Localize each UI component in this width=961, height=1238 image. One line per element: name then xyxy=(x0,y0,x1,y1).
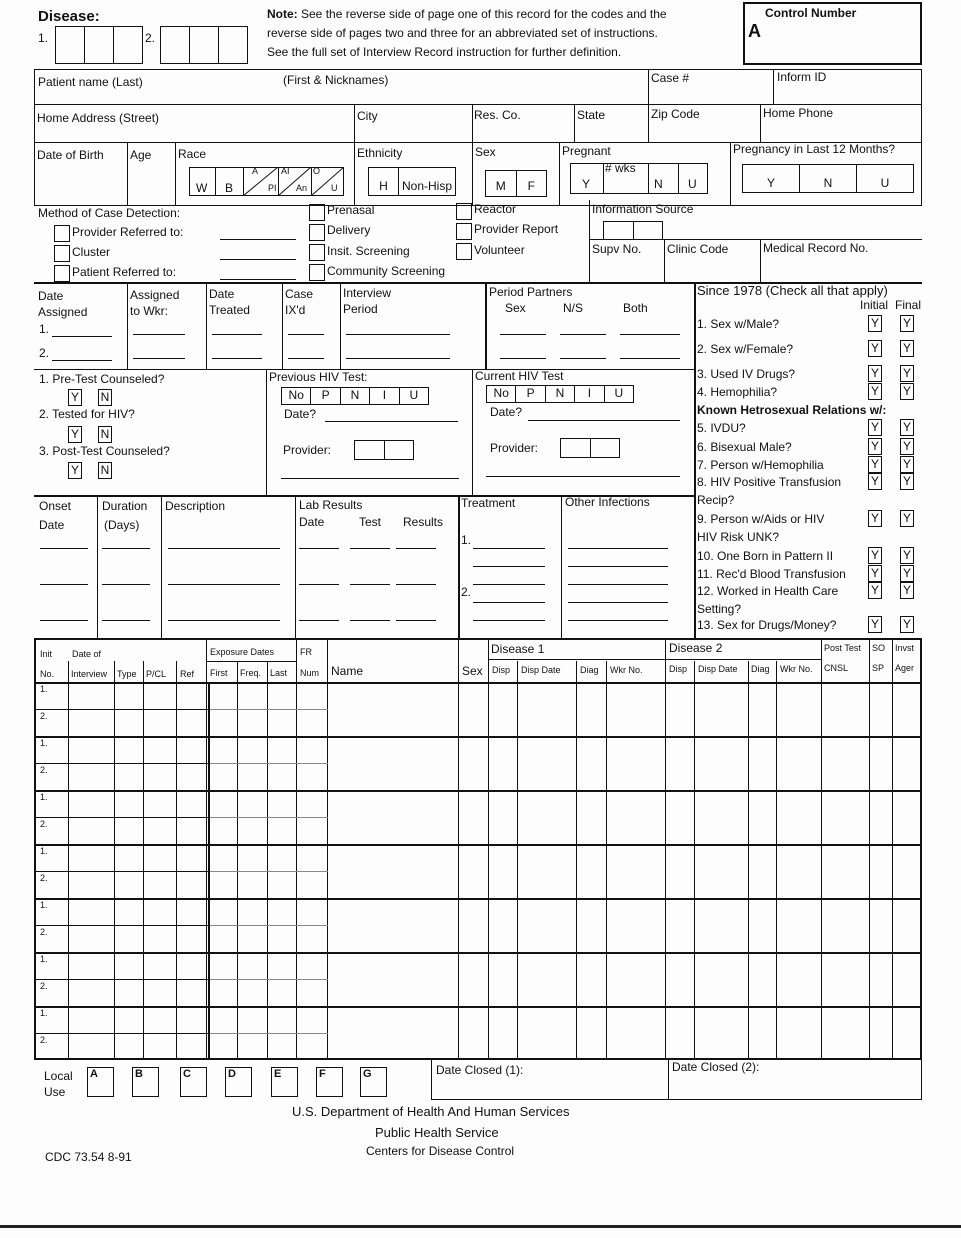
final-column-label: Final xyxy=(895,298,922,312)
since-1978-final-box[interactable]: Y xyxy=(900,565,914,582)
disease-1-label: 1. xyxy=(38,31,49,45)
pre-test-y[interactable]: Y xyxy=(68,389,82,406)
grid-row-1-label: 1. xyxy=(40,684,48,694)
grid-d2-disp: Disp xyxy=(669,664,688,674)
since-1978-initial-box[interactable]: Y xyxy=(868,315,882,332)
supv-no-label: Supv No. xyxy=(592,242,642,256)
since-1978-final-box[interactable]: Y xyxy=(900,616,914,633)
pregnant-u: U xyxy=(688,177,697,191)
local-use-box[interactable]: D xyxy=(225,1067,252,1097)
since-1978-item-label: 8. HIV Positive Transfusion xyxy=(697,475,842,489)
since-1978-final-box[interactable]: Y xyxy=(900,419,914,436)
age-label: Age xyxy=(130,148,152,162)
race-b: B xyxy=(225,181,234,195)
disease-label: Disease: xyxy=(38,8,100,25)
grid-row-1-label: 1. xyxy=(40,792,48,802)
disease-2-label: 2. xyxy=(145,31,156,45)
ethnicity-options[interactable]: H Non-Hisp xyxy=(368,167,456,196)
patient-referred-label: Patient Referred to: xyxy=(72,265,177,279)
since-1978-final-box[interactable]: Y xyxy=(900,438,914,455)
since-1978-final-box[interactable]: Y xyxy=(900,510,914,527)
period-partners-both: Both xyxy=(623,301,648,315)
grid-freq: Freq. xyxy=(240,668,262,678)
grid-row-1-label: 1. xyxy=(40,846,48,856)
grid-pcl: P/CL xyxy=(146,669,167,679)
treatment-2: 2. xyxy=(461,585,472,599)
interview-period-label2: Period xyxy=(343,302,378,316)
local-label: Local xyxy=(44,1069,73,1083)
grid-no: No. xyxy=(40,669,55,679)
grid-d2-diag: Diag xyxy=(751,664,770,674)
grid-d1-disp: Disp xyxy=(492,665,511,675)
tested-y[interactable]: Y xyxy=(68,426,82,443)
grid-row-2-label: 2. xyxy=(40,819,48,829)
phs-label: Public Health Service xyxy=(375,1125,499,1140)
assigned-wkr-label2: to Wkr: xyxy=(130,304,168,318)
case-ixd-label1: Case xyxy=(285,287,314,301)
since-1978-item-label: 10. One Born in Pattern II xyxy=(697,549,834,563)
race-ai: AI xyxy=(281,166,290,176)
grid-d2-wkr: Wkr No. xyxy=(780,664,813,674)
race-o: O xyxy=(313,166,321,176)
contact-grid xyxy=(34,638,922,1060)
previous-hiv-options[interactable]: No P N I U xyxy=(281,387,429,405)
since-1978-final-box[interactable]: Y xyxy=(900,365,914,382)
patient-referred-checkbox[interactable] xyxy=(54,265,70,282)
grid-row-2-label: 2. xyxy=(40,981,48,991)
interview-period-label1: Interview xyxy=(343,286,392,300)
since-1978-item-label: 5. IVDU? xyxy=(697,421,746,435)
ethnicity-label: Ethnicity xyxy=(357,146,403,160)
since-1978-item-label: 9. Person w/Aids or HIV xyxy=(697,512,825,526)
description-label: Description xyxy=(165,499,226,513)
period-partners-sex: Sex xyxy=(505,301,526,315)
date-closed-2-label: Date Closed (2): xyxy=(672,1060,760,1074)
duration-label1: Duration xyxy=(102,499,148,513)
race-a: A xyxy=(252,166,259,176)
disease-1-boxes[interactable] xyxy=(55,26,143,64)
since-1978-initial-box[interactable]: Y xyxy=(868,438,882,455)
home-address-label: Home Address (Street) xyxy=(37,111,160,125)
since-1978-final-box[interactable]: Y xyxy=(900,473,914,490)
grid-ref: Ref xyxy=(180,669,195,679)
since-1978-item-label: 4. Hemophilia? xyxy=(697,385,778,399)
clinic-code-label: Clinic Code xyxy=(667,242,729,256)
race-label: Race xyxy=(178,147,207,161)
lab-test-label: Test xyxy=(359,515,382,529)
post-test-n[interactable]: N xyxy=(98,462,112,479)
grid-ager: Ager xyxy=(895,663,915,673)
pregnancy-12-options[interactable]: Y N U xyxy=(742,164,914,193)
date-assigned-label1: Date xyxy=(38,289,64,303)
reactor-label: Reactor xyxy=(474,202,517,216)
first-nicknames-label: (First & Nicknames) xyxy=(283,73,389,87)
prenasal-label: Prenasal xyxy=(327,203,375,217)
disease-2-boxes[interactable] xyxy=(160,26,248,64)
grid-post-test: Post Test xyxy=(824,643,861,653)
treatment-1: 1. xyxy=(461,533,472,547)
use-label: Use xyxy=(44,1085,66,1099)
lab-date-label: Date xyxy=(299,515,325,529)
onset-label2: Date xyxy=(39,518,65,532)
grid-row-2-label: 2. xyxy=(40,711,48,721)
initial-column-label: Initial xyxy=(860,298,889,312)
insit-screening-label: Insit. Screening xyxy=(327,244,410,258)
since-1978-item-label: 12. Worked in Health Care xyxy=(697,584,839,598)
since-1978-final-box[interactable]: Y xyxy=(900,340,914,357)
pregnant-weeks: # wks xyxy=(605,161,636,175)
since-1978-initial-box[interactable]: Y xyxy=(868,616,882,633)
assigned-wkr-label1: Assigned xyxy=(130,288,180,302)
pregnant-y: Y xyxy=(582,177,591,191)
race-u: U xyxy=(331,183,338,193)
since-1978-final-box[interactable]: Y xyxy=(900,315,914,332)
cluster-checkbox[interactable] xyxy=(54,245,70,262)
information-source-label: Information Source xyxy=(592,202,694,216)
since-1978-item-label: 7. Person w/Hemophilia xyxy=(697,458,824,472)
grid-name: Name xyxy=(331,664,364,678)
grid-d1-diag: Diag xyxy=(580,665,599,675)
delivery-label: Delivery xyxy=(327,223,371,237)
note-line3: See the full set of Interview Record instruction for further definition. xyxy=(267,45,622,59)
home-phone-label: Home Phone xyxy=(763,106,834,120)
since-1978-item-label: 2. Sex w/Female? xyxy=(697,342,794,356)
grid-type: Type xyxy=(117,669,137,679)
current-provider-boxes[interactable] xyxy=(560,438,620,458)
assign-row1: 1. xyxy=(39,322,50,336)
lab-results2-label: Results xyxy=(403,515,444,529)
since-1978-final-box[interactable]: Y xyxy=(900,456,914,473)
volunteer-label: Volunteer xyxy=(474,243,525,257)
grid-row-2-label: 2. xyxy=(40,873,48,883)
current-hiv-label: Current HIV Test xyxy=(475,369,564,383)
race-diagonals xyxy=(243,167,344,196)
grid-row-2-label: 2. xyxy=(40,1035,48,1045)
grid-fr: FR xyxy=(300,647,312,657)
since-1978-item-label: 6. Bisexual Male? xyxy=(697,440,792,454)
local-use-box[interactable]: A xyxy=(87,1067,114,1097)
since-1978-initial-box[interactable]: Y xyxy=(868,419,882,436)
grid-row-1-label: 1. xyxy=(40,1008,48,1018)
grid-cnsl: CNSL xyxy=(824,663,849,673)
other-infections-label: Other Infections xyxy=(565,495,650,509)
insit-screening-checkbox[interactable] xyxy=(309,244,325,261)
grid-row-1-label: 1. xyxy=(40,738,48,748)
since-1978-item-label: 1. Sex w/Male? xyxy=(697,317,780,331)
grid-last: Last xyxy=(270,668,288,678)
case-ixd-label2: IX'd xyxy=(285,303,306,317)
since-1978-initial-box[interactable]: Y xyxy=(868,510,882,527)
local-use-box[interactable]: E xyxy=(271,1067,298,1097)
grid-disease2: Disease 2 xyxy=(669,641,723,655)
period-partners-label: Period Partners xyxy=(489,285,573,299)
since-1978-item-label: Recip? xyxy=(697,493,735,507)
case-number-label: Case # xyxy=(651,71,690,85)
provider-referred-checkbox[interactable] xyxy=(54,225,70,242)
since-1978-initial-box[interactable]: Y xyxy=(868,365,882,382)
race-w: W xyxy=(196,181,208,195)
since-1978-initial-box[interactable]: Y xyxy=(868,565,882,582)
grid-row-1-label: 1. xyxy=(40,954,48,964)
local-use-box[interactable]: G xyxy=(360,1067,387,1097)
provider-report-checkbox[interactable] xyxy=(456,223,472,240)
dob-label: Date of Birth xyxy=(37,148,104,162)
dept-label: U.S. Department of Health And Human Services xyxy=(292,1104,570,1119)
grid-sex: Sex xyxy=(462,664,483,678)
form-number: CDC 73.54 8-91 xyxy=(45,1150,132,1164)
post-test-y[interactable]: Y xyxy=(68,462,82,479)
state-label: State xyxy=(577,108,606,122)
date-treated-label2: Treated xyxy=(209,303,250,317)
provider-report-label: Provider Report xyxy=(474,222,559,236)
control-number-label: Control Number xyxy=(765,6,857,20)
date-closed-1-label: Date Closed (1): xyxy=(436,1063,524,1077)
local-use-box[interactable]: B xyxy=(132,1067,159,1097)
medical-record-label: Medical Record No. xyxy=(763,241,869,255)
provider-referred-label: Provider Referred to: xyxy=(72,225,184,239)
grid-so: SO xyxy=(872,643,886,653)
since-1978-final-box[interactable]: Y xyxy=(900,547,914,564)
since-1978-initial-box[interactable]: Y xyxy=(868,473,882,490)
grid-interview: Interview xyxy=(71,669,108,679)
city-label: City xyxy=(357,109,378,123)
post-test-counseled-label: 3. Post-Test Counseled? xyxy=(39,444,170,458)
patient-name-label: Patient name (Last) xyxy=(38,75,143,89)
previous-provider-boxes[interactable] xyxy=(354,440,414,460)
tested-hiv-label: 2. Tested for HIV? xyxy=(39,407,135,421)
since-1978-item-label: 3. Used IV Drugs? xyxy=(697,367,796,381)
local-use-box[interactable]: C xyxy=(180,1067,207,1097)
date-treated-label1: Date xyxy=(209,287,235,301)
since-1978-item-label: Setting? xyxy=(697,602,742,616)
grid-d1-wkr: Wkr No. xyxy=(610,665,643,675)
treatment-label: Treatment xyxy=(461,496,516,510)
sex-options[interactable]: M F xyxy=(485,170,547,197)
duration-label2: (Days) xyxy=(104,518,140,532)
case-detection-title: Method of Case Detection: xyxy=(38,206,181,220)
res-co-label: Res. Co. xyxy=(474,108,521,122)
grid-date-of: Date of xyxy=(72,649,102,659)
delivery-checkbox[interactable] xyxy=(309,224,325,241)
grid-d2-disp-date: Disp Date xyxy=(698,664,738,674)
assign-row2: 2. xyxy=(39,346,50,360)
since-1978-item-label: Known Hetrosexual Relations w/: xyxy=(697,403,887,417)
pregnant-n: N xyxy=(654,177,663,191)
pregnancy-12-label: Pregnancy in Last 12 Months? xyxy=(733,142,896,156)
since-1978-final-box[interactable]: Y xyxy=(900,383,914,400)
grid-num: Num xyxy=(300,668,320,678)
local-use-box[interactable]: F xyxy=(316,1067,343,1097)
grid-d1-disp-date: Disp Date xyxy=(521,665,561,675)
cluster-label: Cluster xyxy=(72,245,111,259)
control-number-value: A xyxy=(748,21,761,41)
since-1978-initial-box[interactable]: Y xyxy=(868,340,882,357)
previous-hiv-date: Date? xyxy=(284,407,317,421)
since-1978-item-label: HIV Risk UNK? xyxy=(697,530,780,544)
race-pi: PI xyxy=(268,183,277,193)
prenasal-checkbox[interactable] xyxy=(309,204,325,221)
previous-hiv-provider: Provider: xyxy=(283,443,332,457)
note-line1: Note: See the reverse side of page one of this record for the codes and the xyxy=(267,7,667,21)
grid-row-2-label: 2. xyxy=(40,765,48,775)
grid-row-2-label: 2. xyxy=(40,927,48,937)
note-line2: reverse side of pages two and three for an abbreviated set of instructions. xyxy=(267,26,658,40)
previous-hiv-label: Previous HIV Test: xyxy=(269,370,368,384)
tested-n[interactable]: N xyxy=(98,426,112,443)
grid-invst: Invst xyxy=(895,643,915,653)
since-1978-item-label: 13. Sex for Drugs/Money? xyxy=(697,618,837,632)
current-hiv-provider: Provider: xyxy=(490,441,539,455)
since-1978-initial-box[interactable]: Y xyxy=(868,582,882,599)
pre-test-counseled-label: 1. Pre-Test Counseled? xyxy=(39,372,165,386)
onset-label1: Onset xyxy=(39,499,72,513)
pregnant-label: Pregnant xyxy=(562,144,611,158)
date-assigned-label2: Assigned xyxy=(38,305,88,319)
since-1978-item-label: 11. Rec'd Blood Transfusion xyxy=(697,567,846,581)
pre-test-n[interactable]: N xyxy=(98,389,112,406)
since-1978-final-box[interactable]: Y xyxy=(900,582,914,599)
current-hiv-options[interactable]: No P N I U xyxy=(486,385,634,403)
since-1978-initial-box[interactable]: Y xyxy=(868,383,882,400)
volunteer-checkbox[interactable] xyxy=(456,243,472,260)
since-1978-title: Since 1978 (Check all that apply) xyxy=(697,283,888,298)
grid-init: Init xyxy=(40,649,53,659)
community-screening-checkbox[interactable] xyxy=(309,264,325,281)
race-an: An xyxy=(296,183,308,193)
information-source-boxes[interactable] xyxy=(603,221,663,240)
grid-disease1: Disease 1 xyxy=(491,642,545,656)
community-screening-label: Community Screening xyxy=(327,264,446,278)
cdc-label: Centers for Disease Control xyxy=(366,1144,515,1158)
zip-label: Zip Code xyxy=(651,107,700,121)
grid-sp: SP xyxy=(872,663,885,673)
since-1978-initial-box[interactable]: Y xyxy=(868,547,882,564)
grid-row-1-label: 1. xyxy=(40,900,48,910)
period-partners-ns: N/S xyxy=(563,301,584,315)
grid-first: First xyxy=(210,668,228,678)
sex-label: Sex xyxy=(475,145,496,159)
current-hiv-date: Date? xyxy=(490,405,523,419)
lab-results-label: Lab Results xyxy=(299,498,363,512)
reactor-checkbox[interactable] xyxy=(456,203,472,220)
since-1978-initial-box[interactable]: Y xyxy=(868,456,882,473)
inform-id-label: Inform ID xyxy=(777,70,827,84)
grid-exposure-dates: Exposure Dates xyxy=(210,647,275,657)
